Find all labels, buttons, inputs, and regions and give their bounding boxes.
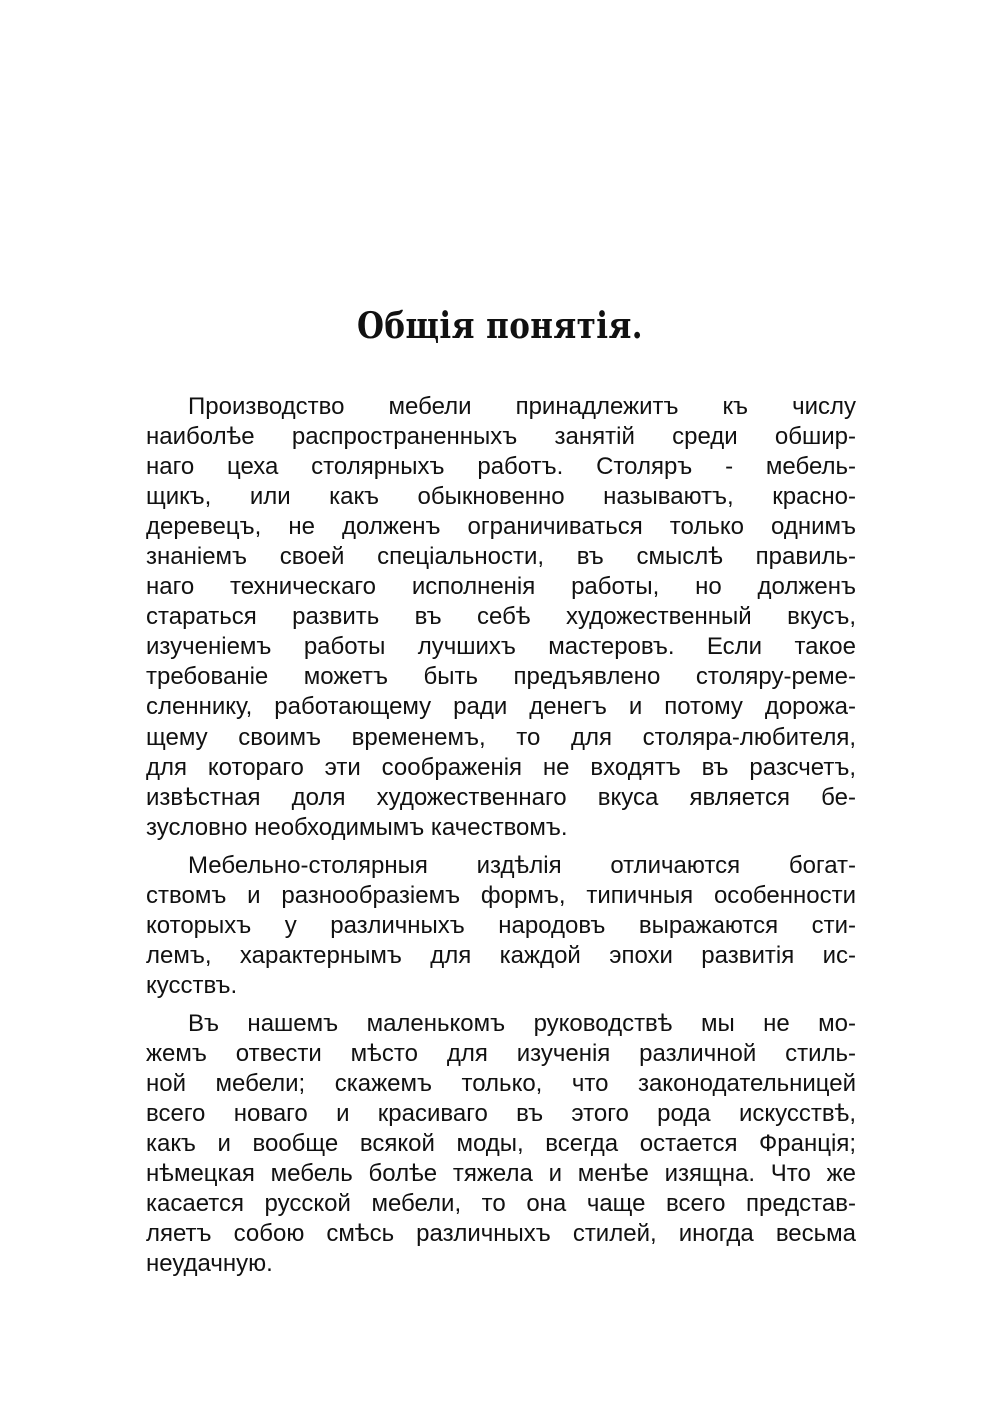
paragraph-2 [146, 851, 856, 1001]
page-title: Общія понятія. [356, 305, 643, 347]
text-line: ствомъ и разнообразіемъ формъ, типичныя особенности [146, 881, 856, 909]
text-line: щикъ, или какъ обыкновенно называютъ, красно- [146, 483, 856, 511]
text-line: стараться развить въ себѣ художественный вкусъ, [146, 603, 856, 631]
text-line: наго цеха столярныхъ работъ. Столяръ - мебель- [146, 453, 856, 481]
text-line: Производство мебели принадлежитъ къ числу [188, 393, 856, 420]
text-line: наго техническаго исполненія работы, но долженъ [146, 573, 856, 601]
text-line: щему своимъ временемъ, то для столяра-любителя, [146, 723, 856, 751]
text-line: всего новаго и красиваго въ этого рода искусствѣ, [146, 1100, 856, 1128]
text-line: извѣстная доля художественнаго вкуса является бе- [146, 783, 856, 811]
text-line: наиболѣе распространенныхъ занятій среди обшир- [146, 423, 856, 451]
text-line: жемъ отвести мѣсто для изученія различной стиль- [146, 1039, 856, 1067]
text-line: неудачную. [146, 1250, 273, 1278]
text-line: сленнику, работающему ради денегъ и потому дорожа- [146, 693, 856, 721]
text-line: деревецъ, не долженъ ограничиваться только однимъ [146, 513, 856, 541]
text-line: лемъ, характернымъ для каждой эпохи развитія ис- [146, 941, 856, 969]
paragraph-1 [146, 392, 856, 843]
text-line: кусствъ. [146, 971, 238, 999]
text-line: ляетъ собою смѣсь различныхъ стилей, иногда весьма [146, 1220, 856, 1248]
text-line: которыхъ у различныхъ народовъ выражаются сти- [146, 911, 856, 939]
text-line: нѣмецкая мебель болѣе тяжела и менѣе изящна. Что же [146, 1160, 856, 1188]
body-text [146, 392, 856, 1279]
text-line: знаніемъ своей спеціальности, въ смыслѣ правиль- [146, 543, 856, 571]
text-line: Въ нашемъ маленькомъ руководствѣ мы не мо- [188, 1009, 856, 1037]
text-line: какъ и вообще всякой моды, всегда остается Франція; [146, 1130, 856, 1158]
text-line: ной мебели; скажемъ только, что законодательницей [146, 1070, 856, 1098]
text-line: зусловно необходимымъ качествомъ. [146, 813, 568, 841]
text-line: касается русской мебели, то она чаще всего представ- [146, 1190, 856, 1218]
paragraph-3 [146, 1009, 856, 1279]
text-line: требованіе можетъ быть предъявлено столяру-реме- [146, 663, 856, 691]
text-line: изученіемъ работы лучшихъ мастеровъ. Если такое [146, 633, 856, 661]
text-line: Мебельно-столярныя издѣлія отличаются богат- [188, 851, 856, 879]
text-line: для котораго эти соображенія не входятъ въ разсчетъ, [146, 753, 856, 781]
